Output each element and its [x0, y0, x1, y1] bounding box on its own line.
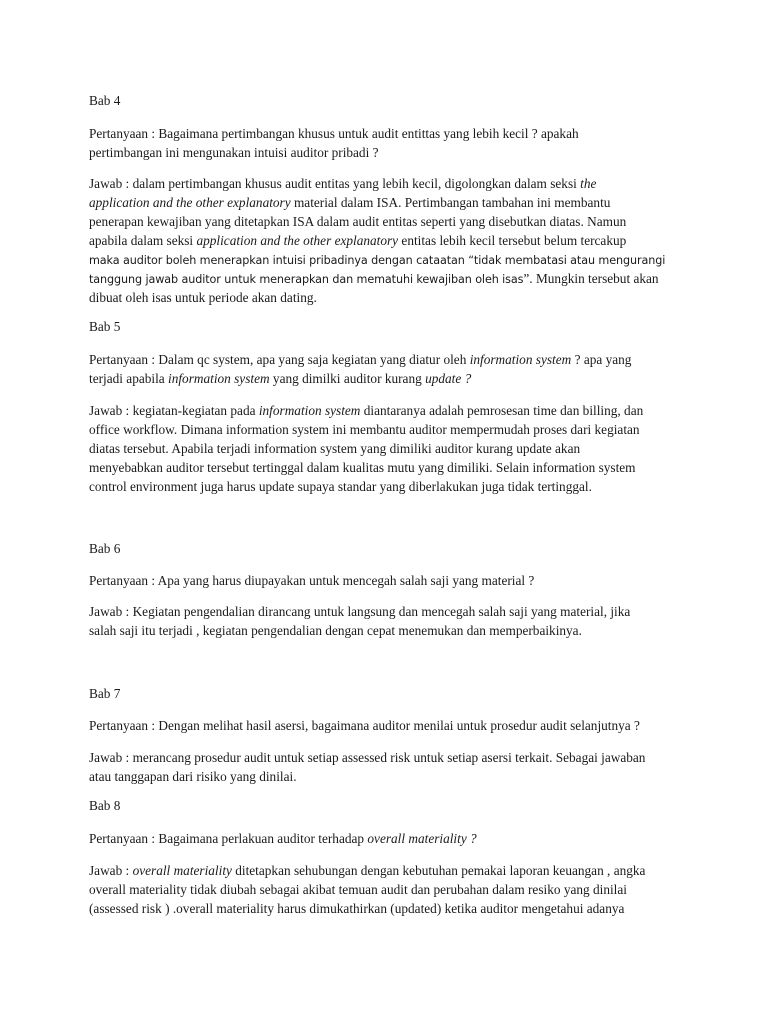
answer-line: menyebabkan auditor tersebut tertinggal dalam kualitas mutu yang dimiliki. Selain information system: [89, 460, 636, 475]
answer-line: diatas tersebut. Apabila terjadi information system yang dimiliki auditor kurang update akan: [89, 441, 581, 456]
answer-line: tanggung jawab auditor untuk menerapkan dan mematuhi kewajiban oleh isas”. Mungkin tersebut akan: [89, 271, 659, 286]
question-line: Pertanyaan : Bagaimana pertimbangan khusus untuk audit entittas yang lebih kecil ? apakah: [89, 126, 579, 141]
section-heading: Bab 7: [89, 686, 121, 701]
question-line: Pertanyaan : Dengan melihat hasil asersi, bagaimana auditor menilai untuk prosedur audit selanjutnya ?: [89, 718, 640, 733]
answer-line: control environment juga harus update supaya standar yang diberlakukan juga tidak tertinggal.: [89, 479, 592, 494]
answer-line: dibuat oleh isas untuk periode akan dating.: [89, 290, 317, 305]
answer-line: maka auditor boleh menerapkan intuisi pribadinya dengan cataatan “tidak membatasi atau mengurangi: [89, 254, 666, 267]
question-line: Pertanyaan : Apa yang harus diupayakan untuk mencegah salah saji yang material ?: [89, 573, 535, 588]
answer-line: office workflow. Dimana information system ini membantu auditor mempermudah proses dari kegiatan: [89, 422, 640, 437]
answer-line: application and the other explanatory material dalam ISA. Pertimbangan tambahan ini membantu: [89, 195, 611, 210]
section-heading: Bab 6: [89, 541, 121, 556]
answer-line: (assessed risk ) .overall materiality harus dimukathirkan (updated) ketika auditor mengetahui adanya: [89, 901, 625, 916]
question-line: pertimbangan ini mengunakan intuisi auditor pribadi ?: [89, 145, 379, 160]
question-line: Pertanyaan : Dalam qc system, apa yang saja kegiatan yang diatur oleh information system ? apa yang: [89, 352, 632, 367]
section-heading: Bab 5: [89, 319, 121, 334]
answer-line: penerapan kewajiban yang ditetapkan ISA dalam audit entitas seperti yang disebutkan diatas. Namun: [89, 214, 627, 229]
answer-line: atau tanggapan dari risiko yang dinilai.: [89, 769, 297, 784]
section-heading: Bab 8: [89, 798, 121, 813]
answer-line: overall materiality tidak diubah sebagai akibat temuan audit dan perubahan dalam resiko yang dinilai: [89, 882, 627, 897]
answer-line: Jawab : dalam pertimbangan khusus audit entitas yang lebih kecil, digolongkan dalam seksi the: [89, 176, 597, 191]
question-line: terjadi apabila information system yang dimilki auditor kurang update ?: [89, 371, 472, 386]
answer-line: Jawab : Kegiatan pengendalian dirancang untuk langsung dan mencegah salah saji yang material, jika: [89, 604, 631, 619]
section-heading: Bab 4: [89, 93, 121, 108]
question-line: Pertanyaan : Bagaimana perlakuan auditor terhadap overall materiality ?: [89, 831, 477, 846]
answer-line: apabila dalam seksi application and the other explanatory entitas lebih kecil tersebut belum tercakup: [89, 233, 627, 248]
answer-line: salah saji itu terjadi , kegiatan pengendalian dengan cepat menemukan dan memperbaikinya.: [89, 623, 582, 638]
answer-line: Jawab : kegiatan-kegiatan pada information system diantaranya adalah pemrosesan time dan billing, dan: [89, 403, 644, 418]
answer-line: Jawab : overall materiality ditetapkan sehubungan dengan kebutuhan pemakai laporan keuangan , angka: [89, 863, 646, 878]
answer-line: Jawab : merancang prosedur audit untuk setiap assessed risk untuk setiap asersi terkait. Sebagai jawaban: [89, 750, 646, 765]
